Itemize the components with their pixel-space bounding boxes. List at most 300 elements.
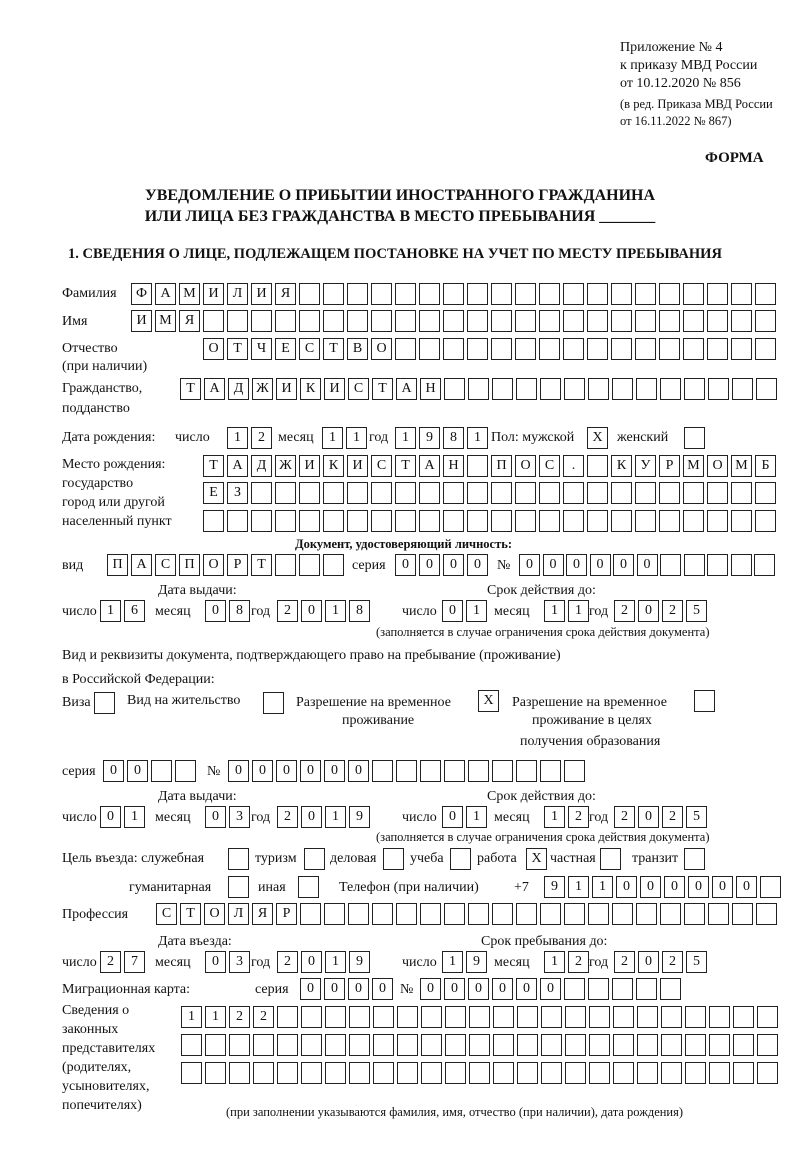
char-box[interactable]: 5	[686, 806, 707, 828]
char-box[interactable]	[515, 283, 536, 305]
char-box[interactable]: 0	[638, 806, 659, 828]
char-box[interactable]: С	[539, 455, 560, 477]
char-box[interactable]: 0	[301, 951, 322, 973]
char-box[interactable]	[516, 378, 537, 400]
char-box[interactable]: Р	[276, 903, 297, 925]
char-box[interactable]	[659, 283, 680, 305]
char-box[interactable]	[756, 378, 777, 400]
char-box[interactable]: С	[156, 903, 177, 925]
char-box[interactable]: 9	[466, 951, 487, 973]
char-box[interactable]	[660, 978, 681, 1000]
char-box[interactable]	[517, 1062, 538, 1084]
char-box[interactable]	[203, 510, 224, 532]
char-box[interactable]: Т	[203, 455, 224, 477]
char-box[interactable]	[707, 283, 728, 305]
char-box[interactable]	[539, 283, 560, 305]
char-box[interactable]	[661, 1062, 682, 1084]
char-box[interactable]	[611, 338, 632, 360]
char-box[interactable]	[348, 903, 369, 925]
char-box[interactable]: 2	[662, 806, 683, 828]
char-box[interactable]	[708, 903, 729, 925]
char-box[interactable]: .	[563, 455, 584, 477]
char-box[interactable]: 1	[325, 951, 346, 973]
char-box[interactable]: П	[179, 554, 200, 576]
char-box[interactable]	[443, 510, 464, 532]
char-box[interactable]: 0	[324, 760, 345, 782]
char-box[interactable]: 9	[349, 951, 370, 973]
char-box[interactable]	[444, 760, 465, 782]
char-box[interactable]: 1	[442, 951, 463, 973]
char-box[interactable]: М	[155, 310, 176, 332]
char-box[interactable]: 1	[322, 427, 343, 449]
char-box[interactable]	[304, 848, 325, 870]
char-box[interactable]	[707, 338, 728, 360]
char-box[interactable]	[419, 338, 440, 360]
char-box[interactable]	[445, 1062, 466, 1084]
char-box[interactable]	[684, 848, 705, 870]
char-box[interactable]	[709, 1006, 730, 1028]
char-box[interactable]	[323, 510, 344, 532]
char-box[interactable]: А	[155, 283, 176, 305]
char-box[interactable]: О	[203, 554, 224, 576]
char-box[interactable]: Л	[228, 903, 249, 925]
char-box[interactable]: И	[299, 455, 320, 477]
char-box[interactable]: 5	[686, 951, 707, 973]
char-box[interactable]	[755, 283, 776, 305]
char-box[interactable]: Я	[252, 903, 273, 925]
char-box[interactable]	[731, 554, 752, 576]
char-box[interactable]	[516, 760, 537, 782]
char-box[interactable]	[94, 692, 115, 714]
char-box[interactable]: 8	[443, 427, 464, 449]
char-box[interactable]	[443, 283, 464, 305]
char-box[interactable]	[515, 310, 536, 332]
char-box[interactable]	[151, 760, 172, 782]
char-box[interactable]: 2	[277, 951, 298, 973]
char-box[interactable]	[563, 482, 584, 504]
char-box[interactable]	[636, 378, 657, 400]
char-box[interactable]	[757, 1006, 778, 1028]
char-box[interactable]	[756, 903, 777, 925]
char-box[interactable]: 1	[395, 427, 416, 449]
char-box[interactable]	[493, 1062, 514, 1084]
char-box[interactable]: Н	[420, 378, 441, 400]
char-box[interactable]	[517, 1034, 538, 1056]
char-box[interactable]	[372, 760, 393, 782]
char-box[interactable]	[203, 310, 224, 332]
char-box[interactable]	[709, 1034, 730, 1056]
char-box[interactable]	[300, 903, 321, 925]
char-box[interactable]	[564, 378, 585, 400]
char-box[interactable]	[760, 876, 781, 898]
char-box[interactable]: 0	[736, 876, 757, 898]
char-box[interactable]	[683, 510, 704, 532]
char-box[interactable]: С	[371, 455, 392, 477]
char-box[interactable]: 0	[566, 554, 587, 576]
char-box[interactable]: 0	[712, 876, 733, 898]
char-box[interactable]	[443, 310, 464, 332]
char-box[interactable]	[491, 338, 512, 360]
char-box[interactable]	[347, 510, 368, 532]
char-box[interactable]	[755, 310, 776, 332]
char-box[interactable]	[661, 1006, 682, 1028]
char-box[interactable]	[468, 903, 489, 925]
char-box[interactable]: 2	[662, 600, 683, 622]
char-box[interactable]	[175, 760, 196, 782]
char-box[interactable]: И	[203, 283, 224, 305]
char-box[interactable]: 3	[229, 951, 250, 973]
char-box[interactable]: 0	[664, 876, 685, 898]
char-box[interactable]: 0	[519, 554, 540, 576]
char-box[interactable]	[277, 1006, 298, 1028]
char-box[interactable]	[181, 1034, 202, 1056]
char-box[interactable]: 1	[568, 600, 589, 622]
char-box[interactable]: 0	[300, 760, 321, 782]
char-box[interactable]	[491, 283, 512, 305]
char-box[interactable]	[205, 1034, 226, 1056]
char-box[interactable]: 0	[468, 978, 489, 1000]
char-box[interactable]	[383, 848, 404, 870]
char-box[interactable]	[685, 1062, 706, 1084]
char-box[interactable]: X	[587, 427, 608, 449]
char-box[interactable]	[396, 760, 417, 782]
char-box[interactable]: 0	[616, 876, 637, 898]
char-box[interactable]	[347, 310, 368, 332]
char-box[interactable]: 0	[205, 600, 226, 622]
char-box[interactable]	[563, 510, 584, 532]
char-box[interactable]	[395, 338, 416, 360]
char-box[interactable]: 0	[395, 554, 416, 576]
char-box[interactable]: Т	[323, 338, 344, 360]
char-box[interactable]: 2	[251, 427, 272, 449]
char-box[interactable]	[349, 1034, 370, 1056]
char-box[interactable]	[491, 310, 512, 332]
char-box[interactable]	[420, 903, 441, 925]
char-box[interactable]	[325, 1034, 346, 1056]
char-box[interactable]	[515, 510, 536, 532]
char-box[interactable]: 0	[324, 978, 345, 1000]
char-box[interactable]: 1	[466, 600, 487, 622]
char-box[interactable]	[637, 1006, 658, 1028]
char-box[interactable]: 6	[124, 600, 145, 622]
char-box[interactable]	[661, 1034, 682, 1056]
char-box[interactable]	[683, 338, 704, 360]
char-box[interactable]	[443, 482, 464, 504]
char-box[interactable]	[707, 310, 728, 332]
char-box[interactable]: М	[731, 455, 752, 477]
char-box[interactable]: 8	[349, 600, 370, 622]
char-box[interactable]: 8	[229, 600, 250, 622]
char-box[interactable]	[469, 1034, 490, 1056]
char-box[interactable]	[613, 1034, 634, 1056]
char-box[interactable]	[541, 1062, 562, 1084]
char-box[interactable]	[515, 338, 536, 360]
char-box[interactable]: С	[348, 378, 369, 400]
char-box[interactable]	[516, 903, 537, 925]
char-box[interactable]	[588, 903, 609, 925]
char-box[interactable]	[636, 903, 657, 925]
char-box[interactable]: П	[491, 455, 512, 477]
char-box[interactable]	[732, 903, 753, 925]
char-box[interactable]	[371, 510, 392, 532]
char-box[interactable]	[587, 455, 608, 477]
char-box[interactable]	[301, 1006, 322, 1028]
char-box[interactable]	[707, 554, 728, 576]
char-box[interactable]: 0	[543, 554, 564, 576]
char-box[interactable]	[325, 1062, 346, 1084]
char-box[interactable]	[685, 1006, 706, 1028]
char-box[interactable]	[635, 482, 656, 504]
char-box[interactable]	[395, 510, 416, 532]
char-box[interactable]: Ж	[252, 378, 273, 400]
char-box[interactable]	[684, 903, 705, 925]
char-box[interactable]	[733, 1034, 754, 1056]
char-box[interactable]: И	[324, 378, 345, 400]
char-box[interactable]	[253, 1062, 274, 1084]
char-box[interactable]: 3	[229, 806, 250, 828]
char-box[interactable]	[755, 338, 776, 360]
char-box[interactable]	[588, 378, 609, 400]
char-box[interactable]: В	[347, 338, 368, 360]
char-box[interactable]	[492, 760, 513, 782]
char-box[interactable]	[277, 1062, 298, 1084]
char-box[interactable]: 0	[638, 600, 659, 622]
char-box[interactable]	[299, 510, 320, 532]
char-box[interactable]	[397, 1034, 418, 1056]
char-box[interactable]	[301, 1034, 322, 1056]
char-box[interactable]: С	[155, 554, 176, 576]
char-box[interactable]: 0	[228, 760, 249, 782]
char-box[interactable]: 2	[614, 600, 635, 622]
char-box[interactable]: Ф	[131, 283, 152, 305]
char-box[interactable]: Л	[227, 283, 248, 305]
char-box[interactable]	[660, 378, 681, 400]
char-box[interactable]: Р	[659, 455, 680, 477]
char-box[interactable]: К	[323, 455, 344, 477]
char-box[interactable]: 0	[205, 951, 226, 973]
char-box[interactable]	[347, 283, 368, 305]
char-box[interactable]: 9	[544, 876, 565, 898]
char-box[interactable]: 0	[348, 978, 369, 1000]
char-box[interactable]: 2	[100, 951, 121, 973]
char-box[interactable]	[349, 1062, 370, 1084]
char-box[interactable]: 0	[444, 978, 465, 1000]
char-box[interactable]	[539, 338, 560, 360]
char-box[interactable]	[613, 1062, 634, 1084]
char-box[interactable]: 9	[419, 427, 440, 449]
char-box[interactable]	[419, 283, 440, 305]
char-box[interactable]	[421, 1034, 442, 1056]
char-box[interactable]	[539, 510, 560, 532]
char-box[interactable]	[421, 1006, 442, 1028]
char-box[interactable]	[541, 1034, 562, 1056]
char-box[interactable]	[517, 1006, 538, 1028]
char-box[interactable]	[757, 1062, 778, 1084]
char-box[interactable]	[467, 283, 488, 305]
char-box[interactable]	[587, 338, 608, 360]
char-box[interactable]	[564, 903, 585, 925]
char-box[interactable]	[635, 510, 656, 532]
char-box[interactable]: X	[478, 690, 499, 712]
char-box[interactable]	[298, 876, 319, 898]
char-box[interactable]: Н	[443, 455, 464, 477]
char-box[interactable]	[467, 482, 488, 504]
char-box[interactable]: 0	[348, 760, 369, 782]
char-box[interactable]: Т	[180, 378, 201, 400]
char-box[interactable]: Я	[275, 283, 296, 305]
char-box[interactable]: 0	[103, 760, 124, 782]
char-box[interactable]	[443, 338, 464, 360]
char-box[interactable]	[564, 978, 585, 1000]
char-box[interactable]: 1	[181, 1006, 202, 1028]
char-box[interactable]	[450, 848, 471, 870]
char-box[interactable]: О	[515, 455, 536, 477]
char-box[interactable]: 2	[614, 806, 635, 828]
char-box[interactable]	[589, 1006, 610, 1028]
char-box[interactable]: 0	[640, 876, 661, 898]
char-box[interactable]	[228, 848, 249, 870]
char-box[interactable]	[299, 482, 320, 504]
char-box[interactable]: А	[396, 378, 417, 400]
char-box[interactable]: 1	[100, 600, 121, 622]
char-box[interactable]	[731, 482, 752, 504]
char-box[interactable]	[228, 876, 249, 898]
char-box[interactable]	[708, 378, 729, 400]
char-box[interactable]	[445, 1034, 466, 1056]
char-box[interactable]: Д	[251, 455, 272, 477]
char-box[interactable]	[757, 1034, 778, 1056]
char-box[interactable]	[395, 310, 416, 332]
char-box[interactable]: 0	[442, 600, 463, 622]
char-box[interactable]: И	[131, 310, 152, 332]
char-box[interactable]	[635, 310, 656, 332]
char-box[interactable]: 0	[613, 554, 634, 576]
char-box[interactable]	[323, 283, 344, 305]
char-box[interactable]	[467, 510, 488, 532]
char-box[interactable]	[587, 310, 608, 332]
char-box[interactable]	[445, 1006, 466, 1028]
char-box[interactable]	[587, 510, 608, 532]
char-box[interactable]: Ж	[275, 455, 296, 477]
char-box[interactable]: 0	[100, 806, 121, 828]
char-box[interactable]: И	[276, 378, 297, 400]
char-box[interactable]	[541, 1006, 562, 1028]
char-box[interactable]	[299, 283, 320, 305]
char-box[interactable]	[397, 1062, 418, 1084]
char-box[interactable]: 1	[227, 427, 248, 449]
char-box[interactable]	[467, 310, 488, 332]
char-box[interactable]	[565, 1006, 586, 1028]
char-box[interactable]	[181, 1062, 202, 1084]
char-box[interactable]	[468, 760, 489, 782]
char-box[interactable]	[659, 310, 680, 332]
char-box[interactable]: 0	[276, 760, 297, 782]
char-box[interactable]	[373, 1006, 394, 1028]
char-box[interactable]: 2	[568, 951, 589, 973]
char-box[interactable]	[419, 482, 440, 504]
char-box[interactable]	[227, 510, 248, 532]
char-box[interactable]	[444, 378, 465, 400]
char-box[interactable]	[589, 1062, 610, 1084]
char-box[interactable]	[251, 482, 272, 504]
char-box[interactable]	[373, 1062, 394, 1084]
char-box[interactable]: 1	[568, 876, 589, 898]
char-box[interactable]	[731, 310, 752, 332]
char-box[interactable]	[683, 482, 704, 504]
char-box[interactable]	[637, 1034, 658, 1056]
char-box[interactable]	[444, 903, 465, 925]
char-box[interactable]: 1	[325, 806, 346, 828]
char-box[interactable]	[733, 1062, 754, 1084]
char-box[interactable]	[373, 1034, 394, 1056]
char-box[interactable]: 1	[124, 806, 145, 828]
char-box[interactable]	[733, 1006, 754, 1028]
char-box[interactable]	[468, 378, 489, 400]
char-box[interactable]	[421, 1062, 442, 1084]
char-box[interactable]	[275, 482, 296, 504]
char-box[interactable]	[611, 482, 632, 504]
char-box[interactable]: 0	[372, 978, 393, 1000]
char-box[interactable]	[325, 1006, 346, 1028]
char-box[interactable]: 0	[127, 760, 148, 782]
char-box[interactable]: У	[635, 455, 656, 477]
char-box[interactable]	[227, 310, 248, 332]
char-box[interactable]	[395, 482, 416, 504]
char-box[interactable]	[275, 554, 296, 576]
char-box[interactable]	[563, 283, 584, 305]
char-box[interactable]: 0	[638, 951, 659, 973]
char-box[interactable]	[323, 482, 344, 504]
char-box[interactable]: Т	[372, 378, 393, 400]
char-box[interactable]	[755, 482, 776, 504]
char-box[interactable]	[659, 482, 680, 504]
char-box[interactable]: Ч	[251, 338, 272, 360]
char-box[interactable]	[600, 848, 621, 870]
char-box[interactable]	[275, 510, 296, 532]
char-box[interactable]: 0	[492, 978, 513, 1000]
char-box[interactable]	[492, 378, 513, 400]
char-box[interactable]	[539, 310, 560, 332]
char-box[interactable]	[371, 482, 392, 504]
char-box[interactable]: 2	[568, 806, 589, 828]
char-box[interactable]	[397, 1006, 418, 1028]
char-box[interactable]: 0	[590, 554, 611, 576]
char-box[interactable]	[349, 1006, 370, 1028]
char-box[interactable]: 2	[277, 600, 298, 622]
char-box[interactable]: 0	[443, 554, 464, 576]
char-box[interactable]	[469, 1006, 490, 1028]
char-box[interactable]	[684, 427, 705, 449]
char-box[interactable]: 2	[253, 1006, 274, 1028]
char-box[interactable]	[694, 690, 715, 712]
char-box[interactable]	[565, 1062, 586, 1084]
char-box[interactable]	[659, 338, 680, 360]
char-box[interactable]	[587, 283, 608, 305]
char-box[interactable]	[589, 1034, 610, 1056]
char-box[interactable]	[731, 283, 752, 305]
char-box[interactable]	[251, 510, 272, 532]
char-box[interactable]	[263, 692, 284, 714]
char-box[interactable]	[707, 482, 728, 504]
char-box[interactable]: С	[299, 338, 320, 360]
char-box[interactable]: 0	[540, 978, 561, 1000]
char-box[interactable]	[683, 310, 704, 332]
char-box[interactable]	[683, 283, 704, 305]
char-box[interactable]: 1	[544, 951, 565, 973]
char-box[interactable]: 9	[349, 806, 370, 828]
char-box[interactable]	[684, 378, 705, 400]
char-box[interactable]	[371, 283, 392, 305]
